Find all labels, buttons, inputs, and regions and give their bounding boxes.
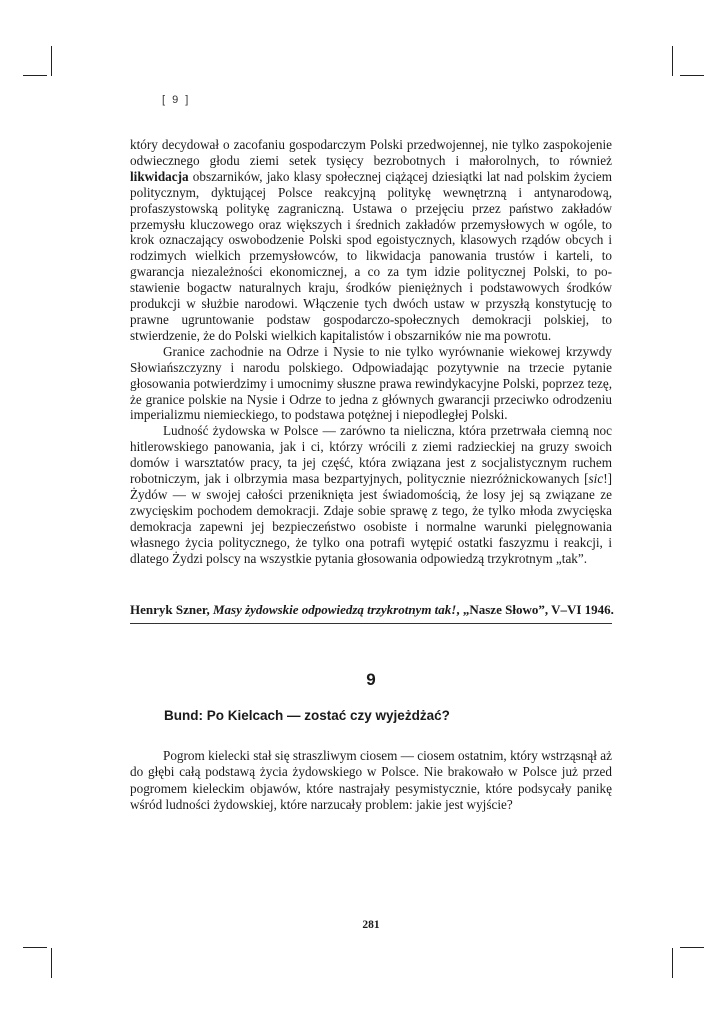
crop-mark bbox=[51, 46, 52, 76]
crop-mark bbox=[672, 948, 673, 978]
crop-mark bbox=[680, 75, 704, 76]
crop-mark bbox=[23, 947, 47, 948]
crop-mark bbox=[51, 948, 52, 978]
crop-mark bbox=[672, 46, 673, 76]
sic-note: sic bbox=[588, 471, 604, 487]
paragraph: Granice zachodnie na Odrze i Nysie to nie tylko wyrównanie wiekowej krzywdy Słowiańszczyzny i narodu polskiego. Odpowiadając pozytywnie na trzecie pytanie głosowania potwierdzimy i umocnimy słuszne prawa rewindykacyjne Polski, poprzez tezę, że granice polskie na Nysie i Odrze to jedna z głównych gwarancji przeciwko odrodzeniu imperializmu niemieckiego, to podstawa potężnej i niepodległej Polski. bbox=[130, 343, 612, 423]
emphasis: likwidacja bbox=[130, 168, 189, 184]
paragraph: który decydował o zacofaniu gospodarczym Polski przedwojennej, nie tylko zaspokojenie odwiecznego głodu ziemi setek tysięcy bezrobotnych i małorolnych, to również likwidacja obszarników, jako klasy społecznej ciążącej dziesiątki lat nad polskim życiem politycznym, dyktującej Polsce reakcyjną politykę wewnętrzną i antynarodową, profaszystowską politykę zagraniczną. Ustawa o przejęciu przez państwo zakładów przemysłu kluczowego oraz większych i średnich zakładów przemysłowych w ogóle, to krok oznaczający oswobodzenie Polski spod egoistycznych, klasowych rządów obcych i rodzimych wielkich przemysłowców, to likwidacja panowania trustów i karteli, to gwarancja niezależności ekonomicznej, a co za tym idzie politycznej Polski, to postawienie bogactw naturalnych kraju, środków pieniężnych i podstawowych środków produkcji w służbie narodowi. Włączenie tych dwóch ustaw w przyszłą konstytucję to prawne ugruntowanie podstaw gospodarczo-społecznych demokracji polskiej, to stwierdzenie, że do Polski wielkich kapitalistów i obszarników nie ma powrotu. bbox=[130, 137, 612, 343]
page-number: 281 bbox=[362, 919, 380, 931]
body-text bbox=[130, 137, 612, 566]
paragraph: Ludność żydowska w Polsce — zarówno ta nieliczna, która przetrwała ciemną noc hitlerowskiego panowania, jak i ci, którzy wrócili z ziemi radzieckiej na gruzy swoich domów i warsztatów pracy, ta jej część, która związana jest z socjalistycznym ruchem robotniczym, jak i olbrzymia masa bezpartyjnych, politycznie niezróżnickowanych [sic!] Żydów — w swojej całości przeniknięta jest świadomością, że losy jej są związane ze zwycięskim pochodem demokracji. Zdaje sobie sprawę z tego, że tylko młoda zwycięska demokracja zapewni jej bezpieczeństwo osobiste i normalne warunki pielęgnowania własnego życia politycznego, że tylko ona potrafi wytępić ostatki faszyzmu i reakcji, i dlatego Żydzi polscy na wszystkie pytania głosowania odpowiedzą trzykrotnym „tak”. bbox=[130, 423, 612, 566]
citation-title: Masy żydowskie odpowiedzą trzykrotnym tak! bbox=[212, 602, 457, 617]
source-citation: Henryk Szner, Masy żydowskie odpowiedzą trzykrotnym tak!, „Nasze Słowo”, V–VI 1946. bbox=[130, 602, 612, 624]
chapter-number: 9 bbox=[366, 670, 376, 689]
chapter-title: Bund: Po Kielcach — zostać czy wyjeżdżać? bbox=[164, 708, 450, 723]
crop-mark bbox=[23, 75, 47, 76]
crop-mark bbox=[680, 947, 704, 948]
section-paragraph: Pogrom kielecki stał się straszliwym ciosem — ciosem ostatnim, który wstrząsnął aż do głębi całą podstawą życia żydowskiego w Polsce. Nie brakowało w Polsce już przed pogromem kieleckim objawów, które nastrajały pesymistycznie, które podsycały panikę wśród ludności żydowskiej, które narzucały problem: jakie jest wyjście? bbox=[130, 748, 612, 812]
page-marker: [ 9 ] bbox=[162, 94, 191, 106]
